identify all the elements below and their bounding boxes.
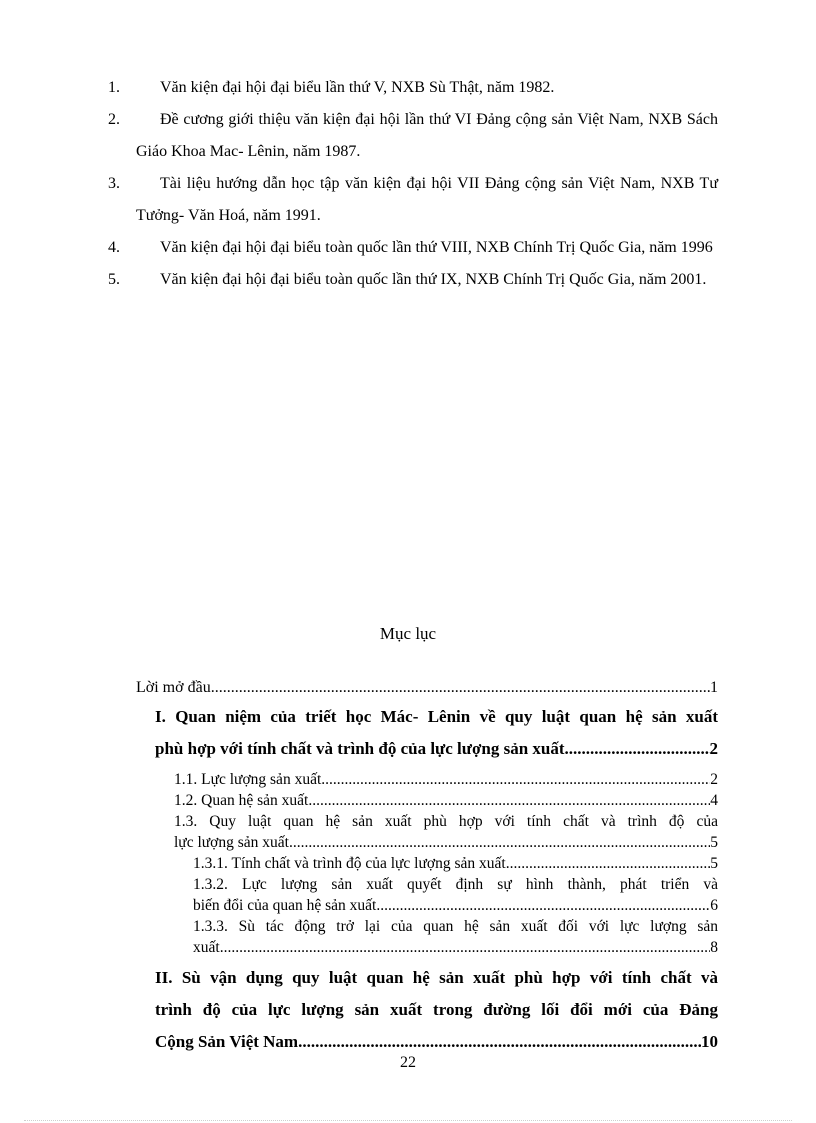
toc-page-number: 5 <box>710 834 718 851</box>
reference-number: 1. <box>108 79 120 96</box>
toc-entry-1-3-2[interactable] <box>136 874 718 916</box>
toc-page-number: 1 <box>710 679 718 696</box>
dot-leader <box>321 769 710 790</box>
reference-item <box>108 232 718 264</box>
toc-page-number: 8 <box>710 939 718 956</box>
reference-text: Đề cương giới thiệu văn kiện đại hội lần thứ VI Đảng cộng sản Việt Nam, NXB Sách Giáo Khoa Mac- Lênin, năm 1987. <box>136 111 718 160</box>
toc-page-number: 10 <box>701 1032 718 1051</box>
toc-entry-label: 1.3.3. Sù tác động trở lại của quan hệ sản xuất đối với lực lượng sản <box>193 918 718 935</box>
dot-leader <box>565 733 710 765</box>
toc-entry-1-3-3[interactable] <box>136 916 718 958</box>
reference-text: Văn kiện đại hội đại biểu toàn quốc lần thứ VIII, NXB Chính Trị Quốc Gia, năm 1996 <box>160 239 713 256</box>
reference-text: Văn kiện đại hội đại biểu lần thứ V, NXB Sù Thật, năm 1982. <box>160 79 555 96</box>
reference-number: 3. <box>108 175 120 192</box>
toc-entry-label-cont: trình độ của lực lượng sản xuất trong đường lối đổi mới của Đảng <box>155 1000 718 1019</box>
toc-entry-label: 1.1. Lực lượng sản xuất <box>174 771 322 788</box>
toc-entry-intro[interactable] <box>136 676 718 699</box>
reference-list <box>108 72 718 296</box>
toc-entry-1-3-1[interactable] <box>136 853 718 874</box>
toc-page-number: 4 <box>710 792 718 809</box>
reference-text: Tài liệu hướng dẫn học tập văn kiện đại hội VII Đảng cộng sản Việt Nam, NXB Tư Tưởng- Văn Hoá, năm 1991. <box>136 175 718 224</box>
reference-number: 4. <box>108 239 120 256</box>
toc-entry-label-cont: Cộng Sản Việt Nam <box>155 1032 299 1051</box>
toc-entry-section-1[interactable] <box>136 701 718 765</box>
dot-leader <box>211 676 710 699</box>
toc-entry-label-cont: xuất <box>193 939 220 956</box>
toc-page-number: 6 <box>710 897 718 914</box>
toc-page-number: 2 <box>710 771 718 788</box>
page-bottom-divider <box>24 1120 792 1121</box>
toc-entry-label-cont: lực lượng sản xuất <box>174 834 289 851</box>
toc-entry-label: II. Sù vận dụng quy luật quan hệ sản xuất phù hợp với tính chất và <box>155 968 718 987</box>
reference-text: Văn kiện đại hội đại biểu toàn quốc lần thứ IX, NXB Chính Trị Quốc Gia, năm 2001. <box>160 271 707 288</box>
dot-leader <box>308 790 710 811</box>
toc-entry-label: 1.2. Quan hệ sản xuất <box>174 792 309 809</box>
reference-item <box>108 264 718 296</box>
toc-page-number: 2 <box>709 739 718 758</box>
toc-entry-label-cont: biến đổi của quan hệ sản xuất <box>193 897 377 914</box>
toc-title: Mục lục <box>379 624 437 643</box>
table-of-contents <box>136 676 718 1058</box>
reference-item <box>108 168 718 232</box>
toc-entry-label: 1.3.2. Lực lượng sản xuất quyết định sự hình thành, phát triển và <box>193 876 718 893</box>
page-number: 22 <box>400 1054 416 1071</box>
toc-entry-1-1[interactable] <box>136 769 718 790</box>
dot-leader <box>376 895 710 916</box>
dot-leader <box>220 937 711 958</box>
dot-leader <box>289 832 710 853</box>
toc-entry-label: I. Quan niệm của triết học Mác- Lênin về quy luật quan hệ sản xuất <box>155 707 718 726</box>
reference-number: 5. <box>108 271 120 288</box>
toc-entry-label-cont: phù hợp với tính chất và trình độ của lực lượng sản xuất <box>155 739 565 758</box>
reference-item <box>108 72 718 104</box>
toc-entry-1-2[interactable] <box>136 790 718 811</box>
toc-entry-1-3[interactable] <box>136 811 718 853</box>
toc-entry-label: 1.3. Quy luật quan hệ sản xuất phù hợp với tính chất và trình độ của <box>174 813 718 830</box>
reference-number: 2. <box>108 111 120 128</box>
toc-page-number: 5 <box>710 855 718 872</box>
toc-entry-label: Lời mở đầu <box>136 679 211 696</box>
toc-entry-section-2[interactable] <box>136 962 718 1058</box>
dot-leader <box>506 853 711 874</box>
reference-item <box>108 104 718 168</box>
toc-entry-label: 1.3.1. Tính chất và trình độ của lực lượng sản xuất <box>193 855 506 872</box>
